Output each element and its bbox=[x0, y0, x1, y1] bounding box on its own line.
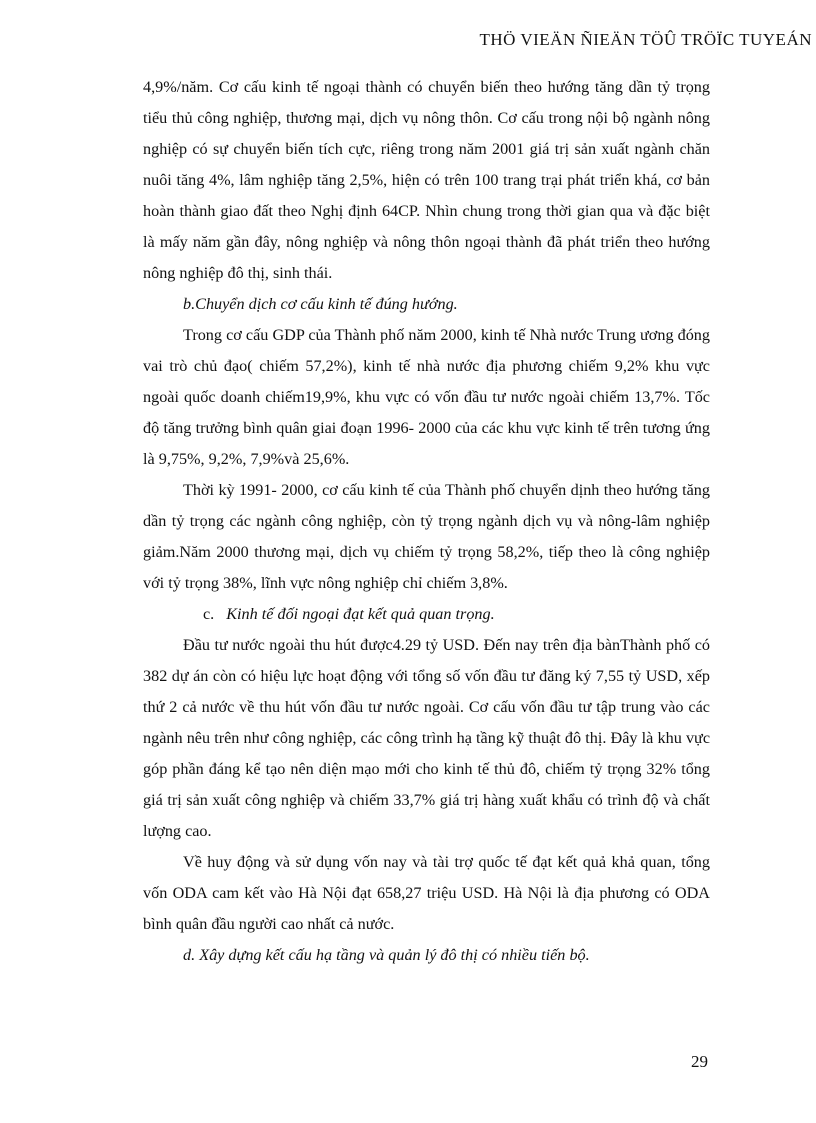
page-header: THÖ VIEÄN ÑIEÄN TÖÛ TRÖÏC TUYEÁN bbox=[479, 30, 812, 49]
paragraph: 4,9%/năm. Cơ cấu kinh tế ngoại thành có chuyển biến theo hướng tăng dần tỷ trọng tiểu thủ công nghiệp, thương mại, dịch vụ nông thôn. Cơ cấu trong nội bộ ngành nông nghiệp có sự chuyển biến tích cực, riêng trong năm 2001 giá trị sản xuất ngành chăn nuôi tăng 4%, lâm nghiệp tăng 2,5%, hiện có trên 100 trang trại phát triển khá, cơ bản hoàn thành giao đất theo Nghị định 64CP. Nhìn chung trong thời gian qua và đặc biệt là mấy năm gần đây, nông nghiệp và nông thôn ngoại thành đã phát triển theo hướng nông nghiệp đô thị, sinh thái. bbox=[143, 78, 710, 282]
paragraph: Đầu tư nước ngoài thu hút được4.29 tỷ USD. Đến nay trên địa bànThành phố có 382 dự án còn có hiệu lực hoạt động với tổng số vốn đầu tư đăng ký 7,55 tỷ USD, xếp thứ 2 cả nước về thu hút vốn đầu tư nước ngoài. Cơ cấu vốn đầu tư tập trung vào các ngành nêu trên như công nghiệp, các công trình hạ tầng kỹ thuật đô thị. Đây là khu vực góp phần đáng kể tạo nên diện mạo mới cho kinh tế thủ đô, chiếm tỷ trọng 32% tổng giá trị sản xuất công nghiệp và chiếm 33,7% giá trị hàng xuất khẩu có trình độ và chất lượng cao. bbox=[143, 636, 710, 840]
section-heading-c-text: Kinh tế đối ngoại đạt kết quả quan trọng. bbox=[226, 605, 495, 623]
list-marker: c. bbox=[203, 605, 215, 623]
page-number: 29 bbox=[691, 1052, 708, 1071]
section-heading-b: b.Chuyển dịch cơ cấu kinh tế đúng hướng. bbox=[183, 295, 458, 313]
paragraph: Trong cơ cấu GDP của Thành phố năm 2000, kinh tế Nhà nước Trung ương đóng vai trò chủ đạo( chiếm 57,2%), kinh tế nhà nước địa phương chiếm 9,2% khu vực ngoài quốc doanh chiếm19,9%, khu vực có vốn đầu tư nước ngoài chiếm 13,7%. Tốc độ tăng trưởng bình quân giai đoạn 1996- 2000 của các khu vực kinh tế trên tương ứng là 9,75%, 9,2%, 7,9%và 25,6%. bbox=[143, 326, 710, 468]
paragraph: Về huy động và sử dụng vốn nay và tài trợ quốc tế đạt kết quả khả quan, tổng vốn ODA cam kết vào Hà Nội đạt 658,27 triệu USD. Hà Nội là địa phương có ODA bình quân đầu người cao nhất cả nước. bbox=[143, 853, 710, 933]
paragraph: Thời kỳ 1991- 2000, cơ cấu kinh tế của Thành phố chuyển dịnh theo hướng tăng dần tỷ trọng các ngành công nghiệp, còn tỷ trọng ngành dịch vụ và nông-lâm nghiệp giảm.Năm 2000 thương mại, dịch vụ chiếm tỷ trọng 58,2%, tiếp theo là công nghiệp với tỷ trọng 38%, lĩnh vực nông nghiệp chỉ chiếm 3,8%. bbox=[143, 481, 710, 592]
section-heading-d: d. Xây dựng kết cấu hạ tầng và quản lý đô thị có nhiều tiến bộ. bbox=[183, 946, 590, 964]
document-body bbox=[143, 72, 710, 971]
section-heading-c bbox=[143, 599, 710, 630]
